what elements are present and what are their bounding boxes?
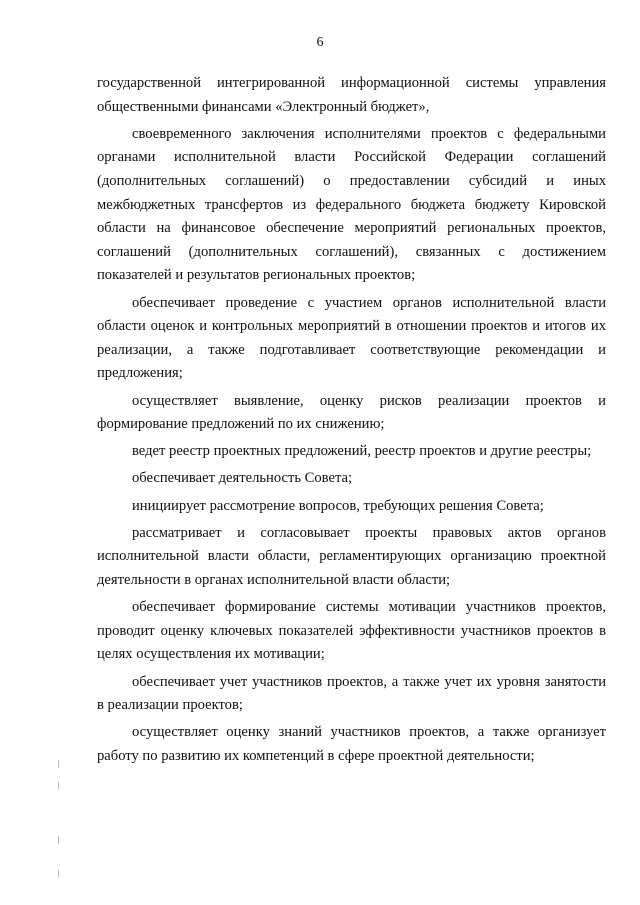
page-number: 6 [316, 35, 324, 50]
paragraph-participants-accounting: обеспечивает учет участников проектов, а также учет их уровня занятости в реализации проектов; [97, 673, 606, 714]
paragraph-motivation: обеспечивает формирование системы мотивации участников проектов, проводит оценку ключевых показателей эффективности участников проектов в целях осуществления их мотивации; [97, 599, 606, 663]
paragraph-council-issues: инициирует рассмотрение вопросов, требующих решения Совета; [132, 497, 544, 514]
paragraph-competencies: осуществляет оценку знаний участников проектов, а также организует работу по развитию их компетенций в сфере проектной деятельности; [97, 724, 606, 764]
paragraph-agreements: своевременного заключения исполнителями проектов с федеральными органами исполнительной власти Российской Федерации соглашений (дополнительных соглашений) о предоставлении субсидий и иных межбюджетных трансфертов из федерального бюджета бюджету Кировской области на финансовое обеспечение мероприятий региональных проектов, соглашений (дополнительных соглашений), связанных с достижением показателей и результатов региональных проектов; [97, 125, 606, 284]
scan-margin-mark [58, 760, 59, 768]
paragraph-continuation: государственной интегрированной информационной системы управления общественными финансами «Электронный бюджет», [97, 75, 606, 115]
paragraph-registries: ведет реестр проектных предложений, реестр проектов и другие реестры; [132, 443, 592, 460]
scan-margin-mark [58, 870, 59, 878]
scan-margin-mark [58, 836, 59, 844]
paragraph-council-activity: обеспечивает деятельность Совета; [132, 470, 353, 487]
paragraph-risks: осуществляет выявление, оценку рисков реализации проектов и формирование предложений по их снижению; [97, 392, 606, 433]
paragraph-legal-acts: рассматривает и согласовывает проекты правовых актов органов исполнительной власти области, регламентирующих организацию проектной деятельности в органах исполнительной власти области; [97, 524, 606, 589]
scan-margin-mark [58, 782, 59, 790]
paragraph-assessments: обеспечивает проведение с участием органов исполнительной власти области оценок и контрольных мероприятий в отношении проектов и итогов их реализации, а также подготавливает соответствующие рекомендации и предложения; [97, 294, 606, 382]
document-body [97, 72, 606, 772]
